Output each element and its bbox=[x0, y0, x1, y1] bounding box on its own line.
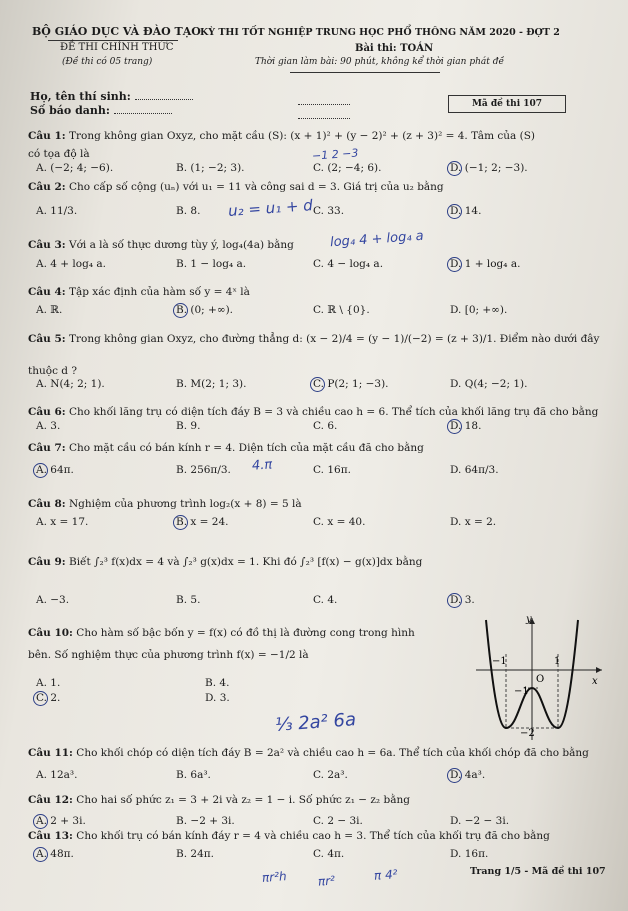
question-3-text: Với a là số thực dương tùy ý, log₄(4a) bằng bbox=[68, 239, 294, 251]
question-13-option-c[interactable] bbox=[313, 848, 344, 860]
question-12-text: Cho hai số phức z₁ = 3 + 2i và z₂ = 1 − i. Số phức z₁ − z₂ bằng bbox=[76, 794, 410, 806]
option-text: C. 4. bbox=[313, 594, 338, 606]
question-4-label: Câu 4: bbox=[28, 286, 66, 298]
answer-circle bbox=[33, 847, 48, 862]
question-1-label: Câu 1: bbox=[28, 130, 66, 142]
graph-x-label: x bbox=[592, 676, 598, 687]
question-13-label: Câu 13: bbox=[28, 830, 73, 842]
question-12-label: Câu 12: bbox=[28, 794, 73, 806]
question-11-option-b[interactable] bbox=[176, 769, 211, 781]
graph-tick-y-neg2: −2 bbox=[520, 728, 535, 739]
question-7-label: Câu 7: bbox=[28, 442, 66, 454]
graph-tick-x-1: 1 bbox=[554, 656, 561, 667]
answer-circle bbox=[447, 768, 462, 783]
question-4-option-a[interactable] bbox=[36, 304, 62, 316]
option-text: A. 3. bbox=[36, 420, 61, 432]
question-1-option-a[interactable] bbox=[36, 162, 113, 174]
question-7 bbox=[28, 441, 614, 455]
option-text: D. 3. bbox=[205, 692, 230, 704]
question-11-option-d[interactable] bbox=[450, 769, 485, 781]
option-text: C. 33. bbox=[313, 205, 345, 217]
option-text: B. x = 24. bbox=[176, 516, 229, 528]
handwriting-q7: 4.π bbox=[251, 457, 273, 474]
question-10-option-a[interactable] bbox=[36, 677, 60, 689]
question-3-option-d[interactable] bbox=[450, 258, 520, 270]
question-9-option-a[interactable] bbox=[36, 594, 69, 606]
option-text: C. 2. bbox=[36, 692, 61, 704]
question-7-option-c[interactable] bbox=[313, 464, 351, 476]
question-10-option-d[interactable] bbox=[205, 692, 230, 704]
question-4-option-b[interactable] bbox=[176, 304, 233, 316]
question-13-option-a[interactable] bbox=[36, 848, 74, 860]
question-6-option-a[interactable] bbox=[36, 420, 60, 432]
question-12 bbox=[28, 793, 614, 807]
question-5-option-c[interactable] bbox=[313, 378, 389, 390]
question-7-option-b[interactable] bbox=[176, 464, 231, 476]
option-text: A. ℝ. bbox=[36, 304, 63, 316]
question-7-option-d[interactable] bbox=[450, 464, 499, 476]
question-13 bbox=[28, 829, 614, 843]
question-13-option-d[interactable] bbox=[450, 848, 488, 860]
question-1-text-cont: có tọa độ là bbox=[28, 148, 90, 160]
answer-circle bbox=[447, 593, 462, 608]
option-text: A. N(4; 2; 1). bbox=[36, 378, 105, 390]
answer-circle bbox=[33, 463, 48, 478]
option-text: B. 4. bbox=[205, 677, 230, 689]
option-text: C. 6. bbox=[313, 420, 338, 432]
option-text: B. 1 − log₄ a. bbox=[176, 258, 247, 270]
option-text: A. x = 17. bbox=[36, 516, 89, 528]
question-5-label: Câu 5: bbox=[28, 333, 66, 345]
question-2-text: Cho cấp số cộng (uₙ) với u₁ = 11 và công sai d = 3. Giá trị của u₂ bằng bbox=[68, 181, 444, 193]
handwriting-q2: u₂ = u₁ + d bbox=[227, 196, 314, 220]
question-9-text: Biết ∫₂³ f(x)dx = 4 và ∫₂³ g(x)dx = 1. Khi đó ∫₂³ [f(x) − g(x)]dx bằng bbox=[68, 556, 423, 568]
option-text: A. 48π. bbox=[36, 848, 74, 860]
question-1 bbox=[28, 129, 614, 143]
option-text: D. 1 + log₄ a. bbox=[450, 258, 521, 270]
question-12-option-a[interactable] bbox=[36, 815, 86, 827]
question-13-option-b[interactable] bbox=[176, 848, 214, 860]
option-text: C. 16π. bbox=[313, 464, 351, 476]
duration: Thời gian làm bài: 90 phút, không kể thời gian phát đề bbox=[255, 57, 505, 67]
question-4-option-d[interactable] bbox=[450, 304, 507, 316]
option-text: B. −2 + 3i. bbox=[176, 815, 235, 827]
handwriting-q3: log₄ 4 + log₄ a bbox=[329, 228, 425, 251]
quartic-graph bbox=[466, 612, 606, 744]
question-13-text: Cho khối trụ có bán kính đáy r = 4 và chiều cao h = 3. Thể tích của khối trụ đã cho bằng bbox=[76, 830, 550, 842]
option-text: C. 2 − 3i. bbox=[313, 815, 363, 827]
question-10-option-b[interactable] bbox=[205, 677, 229, 689]
option-text: D. (−1; 2; −3). bbox=[450, 162, 528, 174]
option-text: D. 3. bbox=[450, 594, 475, 606]
ministry-name: BỘ GIÁO DỤC VÀ ĐÀO TẠO bbox=[32, 25, 201, 38]
answer-circle bbox=[33, 814, 48, 829]
question-5-text-cont: thuộc d ? bbox=[28, 365, 77, 377]
option-text: B. 8. bbox=[176, 205, 201, 217]
question-2-option-d[interactable] bbox=[450, 205, 481, 217]
question-10-text-cont: bên. Số nghiệm thực của phương trình f(x) = −1/2 là bbox=[28, 649, 309, 661]
question-10-text: Cho hàm số bậc bốn y = f(x) có đồ thị là đường cong trong hình bbox=[76, 627, 415, 639]
answer-circle bbox=[447, 257, 462, 272]
option-text: A. 11/3. bbox=[36, 205, 78, 217]
option-text: D. 14. bbox=[450, 205, 482, 217]
question-10-option-c[interactable] bbox=[36, 692, 60, 704]
answer-circle bbox=[33, 691, 48, 706]
option-text: B. (0; +∞). bbox=[176, 304, 234, 316]
answer-circle bbox=[447, 419, 462, 434]
page-footer: Trang 1/5 - Mã đề thi 107 bbox=[470, 866, 606, 877]
question-4-text: Tập xác định của hàm số y = 4ˣ là bbox=[68, 286, 250, 298]
option-text: C. (2; −4; 6). bbox=[313, 162, 382, 174]
question-6 bbox=[28, 405, 614, 419]
answer-circle bbox=[447, 204, 462, 219]
question-5-option-d[interactable] bbox=[450, 378, 527, 390]
option-text: D. 16π. bbox=[450, 848, 489, 860]
option-text: C. 2a³. bbox=[313, 769, 348, 781]
question-8 bbox=[28, 497, 614, 511]
option-text: C. ℝ \ {0}. bbox=[313, 304, 370, 316]
question-9-label: Câu 9: bbox=[28, 556, 66, 568]
option-text: A. (−2; 4; −6). bbox=[36, 162, 114, 174]
question-2-option-c[interactable] bbox=[313, 205, 344, 217]
question-7-option-a[interactable] bbox=[36, 464, 74, 476]
question-11-option-c[interactable] bbox=[313, 769, 348, 781]
question-5 bbox=[28, 332, 614, 346]
question-1-option-d[interactable] bbox=[450, 162, 528, 174]
question-8-option-c[interactable] bbox=[313, 516, 365, 528]
question-1-option-c[interactable] bbox=[313, 162, 381, 174]
question-3 bbox=[28, 238, 614, 252]
option-text: C. 4 − log₄ a. bbox=[313, 258, 384, 270]
handwriting-q1: −1 2 −3 bbox=[311, 146, 359, 163]
name-label: Họ, tên thí sinh: bbox=[30, 90, 131, 103]
question-11 bbox=[28, 746, 614, 760]
question-6-label: Câu 6: bbox=[28, 406, 66, 418]
page-count: (Đề thi có 05 trang) bbox=[62, 57, 153, 67]
option-text: D. 18. bbox=[450, 420, 482, 432]
id-dots-2 bbox=[298, 118, 350, 119]
option-text: B. 256π/3. bbox=[176, 464, 231, 476]
option-text: B. 24π. bbox=[176, 848, 214, 860]
question-10-label: Câu 10: bbox=[28, 627, 73, 639]
id-field[interactable] bbox=[30, 104, 172, 117]
question-12-option-d[interactable] bbox=[450, 815, 509, 827]
option-text: A. −3. bbox=[36, 594, 70, 606]
handwriting-q13b: πr² bbox=[317, 873, 336, 889]
question-11-text: Cho khối chóp có diện tích đáy B = 2a² và chiều cao h = 6a. Thể tích của khối chóp đã cho bằng bbox=[76, 747, 589, 759]
answer-circle bbox=[173, 303, 188, 318]
graph-y-label: y bbox=[526, 614, 532, 625]
question-3-option-a[interactable] bbox=[36, 258, 106, 270]
question-2 bbox=[28, 180, 614, 194]
question-9-option-c[interactable] bbox=[313, 594, 337, 606]
option-text: B. 5. bbox=[176, 594, 201, 606]
question-9-option-b[interactable] bbox=[176, 594, 200, 606]
option-text: C. 4π. bbox=[313, 848, 345, 860]
question-5-option-b[interactable] bbox=[176, 378, 246, 390]
question-4-option-c[interactable] bbox=[313, 304, 370, 316]
question-6-option-b[interactable] bbox=[176, 420, 200, 432]
option-text: C. x = 40. bbox=[313, 516, 366, 528]
question-5-option-a[interactable] bbox=[36, 378, 105, 390]
question-2-label: Câu 2: bbox=[28, 181, 66, 193]
graph-tick-x-neg1: −1 bbox=[492, 656, 507, 667]
question-5-text: Trong không gian Oxyz, cho đường thẳng d: (x − 2)/4 = (y − 1)/(−2) = (z + 3)/1. Điểm nào dưới đây bbox=[68, 333, 600, 345]
question-4 bbox=[28, 285, 614, 299]
question-8-option-d[interactable] bbox=[450, 516, 496, 528]
id-label: Số báo danh: bbox=[30, 104, 110, 117]
question-7-text: Cho mặt cầu có bán kính r = 4. Diện tích của mặt cầu đã cho bằng bbox=[68, 442, 424, 454]
option-text: A. 1. bbox=[36, 677, 61, 689]
official-label: ĐỀ THI CHÍNH THỨC bbox=[60, 42, 174, 53]
option-text: D. 4a³. bbox=[450, 769, 486, 781]
option-text: B. (1; −2; 3). bbox=[176, 162, 245, 174]
question-6-option-d[interactable] bbox=[450, 420, 481, 432]
question-8-text: Nghiệm của phương trình log₂(x + 8) = 5 là bbox=[68, 498, 302, 510]
question-1-text: Trong không gian Oxyz, cho mặt cầu (S): (x + 1)² + (y − 2)² + (z + 3)² = 4. Tâm của (S) bbox=[68, 130, 535, 142]
question-8-option-a[interactable] bbox=[36, 516, 88, 528]
header-divider bbox=[290, 72, 440, 73]
graph-tick-y-neg1: −1 bbox=[514, 686, 529, 697]
question-11-option-a[interactable] bbox=[36, 769, 77, 781]
graph-origin: O bbox=[536, 674, 545, 685]
question-6-option-c[interactable] bbox=[313, 420, 337, 432]
question-9-option-d[interactable] bbox=[450, 594, 475, 606]
question-2-option-a[interactable] bbox=[36, 205, 77, 217]
question-6-text: Cho khối lăng trụ có diện tích đáy B = 3 và chiều cao h = 6. Thể tích của khối lăng trụ đã cho bằng bbox=[68, 406, 599, 418]
option-text: C. P(2; 1; −3). bbox=[313, 378, 389, 390]
answer-circle bbox=[310, 377, 325, 392]
name-field[interactable] bbox=[30, 90, 193, 103]
option-text: D. [0; +∞). bbox=[450, 304, 508, 316]
option-text: D. 64π/3. bbox=[450, 464, 499, 476]
option-text: A. 2 + 3i. bbox=[36, 815, 86, 827]
question-3-option-b[interactable] bbox=[176, 258, 246, 270]
handwriting-q10: ⅓ 2a² 6a bbox=[274, 709, 357, 736]
question-3-option-c[interactable] bbox=[313, 258, 383, 270]
question-3-label: Câu 3: bbox=[28, 239, 66, 251]
exam-code: Mã đề thi 107 bbox=[448, 95, 566, 113]
question-9 bbox=[28, 555, 614, 569]
option-text: D. x = 2. bbox=[450, 516, 497, 528]
question-12-option-c[interactable] bbox=[313, 815, 363, 827]
handwriting-q13a: πr²h bbox=[261, 869, 288, 885]
question-2-option-b[interactable] bbox=[176, 205, 200, 217]
option-text: A. 64π. bbox=[36, 464, 74, 476]
question-8-option-b[interactable] bbox=[176, 516, 229, 528]
option-text: D. Q(4; −2; 1). bbox=[450, 378, 528, 390]
option-text: A. 12a³. bbox=[36, 769, 78, 781]
answer-circle bbox=[447, 161, 462, 176]
handwriting-q13c: π 4² bbox=[373, 867, 398, 883]
question-1-option-b[interactable] bbox=[176, 162, 245, 174]
option-text: B. 9. bbox=[176, 420, 201, 432]
option-text: B. M(2; 1; 3). bbox=[176, 378, 247, 390]
option-text: D. −2 − 3i. bbox=[450, 815, 510, 827]
ministry-underline bbox=[48, 40, 178, 41]
answer-circle bbox=[173, 515, 188, 530]
option-text: A. 4 + log₄ a. bbox=[36, 258, 106, 270]
id-dots bbox=[298, 104, 350, 105]
question-10 bbox=[28, 626, 458, 640]
question-8-label: Câu 8: bbox=[28, 498, 66, 510]
subject: Bài thi: TOÁN bbox=[355, 43, 434, 54]
exam-name: KỲ THI TỐT NGHIỆP TRUNG HỌC PHỔ THÔNG NĂM 2020 - ĐỢT 2 bbox=[200, 27, 560, 38]
question-12-option-b[interactable] bbox=[176, 815, 235, 827]
question-11-label: Câu 11: bbox=[28, 747, 73, 759]
option-text: B. 6a³. bbox=[176, 769, 211, 781]
